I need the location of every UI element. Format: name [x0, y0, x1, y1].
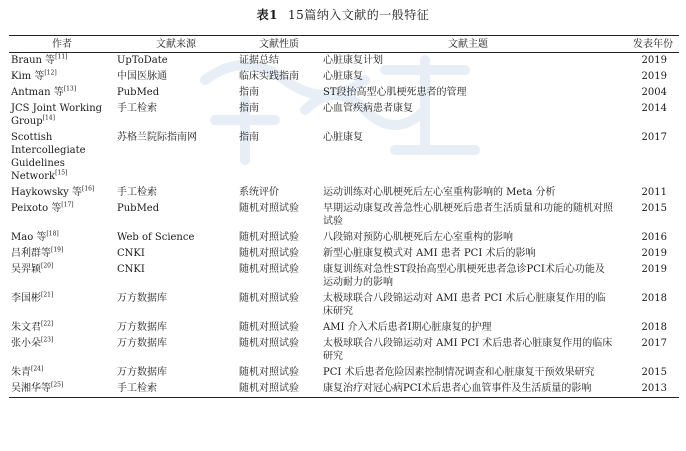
cell-topic-text: 康复治疗对冠心病PCI术后患者心血管事件及生活质量的影响 [323, 383, 592, 394]
cell-year-text: 2016 [641, 232, 667, 243]
cell-topic-text: 心脏康复 [323, 132, 363, 143]
cell-nature [237, 53, 321, 70]
cell-topic-text: 新型心脏康复模式对 AMI 患者 PCI 术后的影响 [323, 248, 536, 259]
cell-topic-text: 早期运动康复改善急性心肌梗死后患者生活质量和功能的随机对照试验 [323, 203, 613, 227]
cell-nature-text: 随机对照试验 [239, 232, 299, 243]
cell-nature [237, 381, 321, 398]
cell-source [115, 201, 237, 230]
literature-table [9, 35, 679, 398]
cell-source [115, 130, 237, 185]
table-row [9, 262, 679, 291]
cell-topic-text: ST段抬高型心肌梗死患者的管理 [323, 87, 467, 98]
cell-topic-text: 康复训练对急性ST段抬高型心肌梗死患者急诊PCI术后心功能及运动耐力的影响 [323, 264, 605, 288]
cell-topic-text: AMI 介入术后患者Ⅰ期心脏康复的护理 [323, 322, 492, 333]
cell-source [115, 262, 237, 291]
cell-year-text: 2015 [641, 203, 667, 214]
cell-nature [237, 246, 321, 262]
table-row [9, 201, 679, 230]
cell-year [615, 291, 679, 320]
cell-topic [321, 201, 615, 230]
reference-marker: [13] [63, 85, 77, 93]
cell-author [9, 336, 115, 365]
reference-marker: [12] [44, 69, 57, 77]
cell-year-text: 2017 [641, 132, 667, 143]
cell-topic [321, 230, 615, 246]
table-row [9, 365, 679, 381]
cell-nature-text: 随机对照试验 [239, 338, 299, 349]
cell-nature-text: 系统评价 [239, 187, 279, 198]
cell-nature [237, 85, 321, 101]
table-row [9, 381, 679, 398]
cell-source-text: CNKI [117, 264, 145, 275]
cell-year-text: 2013 [641, 383, 667, 394]
reference-marker: [16] [82, 185, 95, 193]
cell-topic [321, 85, 615, 101]
cell-nature-text: 随机对照试验 [239, 322, 299, 333]
table-row [9, 69, 679, 85]
cell-source-text: 苏格兰院际指南网 [117, 132, 197, 143]
cell-source-text: 万方数据库 [117, 293, 167, 304]
cell-topic-text: 运动训练对心肌梗死后左心室重构影响的 Meta 分析 [323, 187, 556, 198]
table-row [9, 230, 679, 246]
cell-source-text: 中国医脉通 [117, 71, 167, 82]
cell-nature [237, 262, 321, 291]
table-row [9, 101, 679, 130]
cell-source [115, 69, 237, 85]
cell-nature [237, 336, 321, 365]
cell-nature [237, 130, 321, 185]
cell-author-text: Braun 等 [11, 55, 56, 66]
cell-year-text: 2019 [641, 55, 667, 66]
cell-source-text: PubMed [117, 87, 160, 98]
cell-topic [321, 291, 615, 320]
reference-marker: [14] [42, 114, 55, 122]
cell-topic [321, 262, 615, 291]
cell-year-text: 2018 [641, 293, 667, 304]
cell-topic-text: 心脏康复计划 [323, 55, 383, 66]
reference-marker: [21] [41, 291, 54, 299]
cell-author-text: 朱青 [11, 367, 31, 378]
cell-source [115, 246, 237, 262]
cell-year [615, 381, 679, 398]
cell-author-text: 朱文君 [11, 322, 41, 333]
cell-nature [237, 185, 321, 201]
cell-source-text: 万方数据库 [117, 367, 167, 378]
cell-year [615, 53, 679, 70]
cell-topic-text: PCI 术后患者危险因素控制情况调查和心脏康复干预效果研究 [323, 367, 595, 378]
cell-year [615, 201, 679, 230]
header-topic: 文献主题 [321, 36, 615, 53]
cell-year [615, 262, 679, 291]
cell-nature-text: 随机对照试验 [239, 383, 299, 394]
cell-source [115, 53, 237, 70]
cell-nature-text: 指南 [239, 103, 259, 114]
cell-author [9, 185, 115, 201]
cell-year [615, 230, 679, 246]
table-row [9, 291, 679, 320]
cell-year-text: 2019 [641, 264, 667, 275]
cell-author [9, 365, 115, 381]
cell-nature [237, 320, 321, 336]
header-nature: 文献性质 [237, 36, 321, 53]
cell-year [615, 246, 679, 262]
cell-nature-text: 指南 [239, 132, 259, 143]
cell-topic [321, 365, 615, 381]
cell-year-text: 2011 [641, 187, 667, 198]
cell-source [115, 85, 237, 101]
table-row [9, 130, 679, 185]
cell-author [9, 381, 115, 398]
table-row [9, 246, 679, 262]
cell-source-text: CNKI [117, 248, 145, 259]
cell-topic [321, 185, 615, 201]
cell-topic [321, 320, 615, 336]
cell-source [115, 185, 237, 201]
cell-author-text: 吕利群等 [11, 248, 51, 259]
cell-author-text: Scottish Intercollegiate Guidelines Network [11, 132, 86, 182]
table-body [9, 53, 679, 398]
cell-topic [321, 336, 615, 365]
cell-nature [237, 291, 321, 320]
reference-marker: [23] [41, 336, 54, 344]
cell-author [9, 230, 115, 246]
header-year: 发表年份 [615, 36, 679, 53]
table-row [9, 320, 679, 336]
table-number: 表1 [256, 8, 279, 22]
cell-source [115, 230, 237, 246]
cell-author-text: Mao 等 [11, 232, 47, 243]
cell-topic [321, 101, 615, 130]
cell-source [115, 365, 237, 381]
cell-nature-text: 随机对照试验 [239, 248, 299, 259]
cell-source-text: 万方数据库 [117, 338, 167, 349]
reference-marker: [22] [41, 320, 54, 328]
cell-year [615, 185, 679, 201]
cell-nature-text: 随机对照试验 [239, 264, 299, 275]
reference-marker: [15] [55, 169, 68, 177]
cell-year-text: 2004 [641, 87, 667, 98]
cell-author-text: 李国彬 [11, 293, 41, 304]
cell-author [9, 320, 115, 336]
cell-author [9, 201, 115, 230]
cell-year [615, 69, 679, 85]
cell-nature [237, 365, 321, 381]
table-row [9, 185, 679, 201]
cell-author [9, 291, 115, 320]
table-row [9, 336, 679, 365]
table-row [9, 53, 679, 70]
cell-source-text: PubMed [117, 203, 160, 214]
cell-nature-text: 随机对照试验 [239, 367, 299, 378]
cell-nature [237, 201, 321, 230]
cell-author [9, 246, 115, 262]
cell-nature [237, 101, 321, 130]
cell-author-text: Antman 等 [11, 87, 64, 98]
cell-author [9, 101, 115, 130]
reference-marker: [17] [61, 201, 74, 209]
cell-author [9, 53, 115, 70]
cell-source-text: 手工检索 [117, 383, 157, 394]
cell-source-text: 手工检索 [117, 187, 157, 198]
reference-marker: [11] [55, 53, 68, 61]
cell-nature-text: 临床实践指南 [239, 71, 299, 82]
cell-author-text: 吴羿颖 [11, 264, 41, 275]
reference-marker: [24] [31, 365, 44, 373]
cell-year-text: 2017 [641, 338, 667, 349]
cell-year [615, 101, 679, 130]
cell-nature-text: 随机对照试验 [239, 203, 299, 214]
cell-author [9, 130, 115, 185]
cell-author [9, 85, 115, 101]
cell-source [115, 381, 237, 398]
cell-source [115, 336, 237, 365]
cell-year-text: 2018 [641, 322, 667, 333]
cell-source-text: 手工检索 [117, 103, 157, 114]
cell-author [9, 262, 115, 291]
cell-nature-text: 指南 [239, 87, 259, 98]
reference-marker: [20] [41, 262, 54, 270]
cell-year-text: 2015 [641, 367, 667, 378]
reference-marker: [18] [46, 230, 59, 238]
cell-author-text: Peixoto 等 [11, 203, 62, 214]
header-source: 文献来源 [115, 36, 237, 53]
cell-topic [321, 69, 615, 85]
cell-topic-text: 八段锦对预防心肌梗死后左心室重构的影响 [323, 232, 513, 243]
cell-topic-text: 太极球联合八段锦运动对 AMI 患者 PCI 术后心脏康复作用的临床研究 [323, 293, 606, 317]
reference-marker: [19] [51, 246, 64, 254]
cell-year [615, 85, 679, 101]
reference-marker: [25] [51, 381, 64, 389]
cell-source [115, 101, 237, 130]
cell-topic [321, 381, 615, 398]
cell-author-text: 张小朵 [11, 338, 41, 349]
table-caption [0, 6, 686, 23]
cell-nature [237, 230, 321, 246]
cell-topic-text: 心脏康复 [323, 71, 363, 82]
cell-nature-text: 证据总结 [239, 55, 279, 66]
cell-year [615, 365, 679, 381]
cell-source-text: UpToDate [117, 55, 168, 66]
cell-nature [237, 69, 321, 85]
table-header-row [9, 36, 679, 53]
table-row [9, 85, 679, 101]
cell-source-text: 万方数据库 [117, 322, 167, 333]
cell-author-text: JCS Joint Working Group [11, 103, 103, 127]
cell-year-text: 2019 [641, 71, 667, 82]
cell-source [115, 291, 237, 320]
cell-source [115, 320, 237, 336]
cell-topic [321, 53, 615, 70]
cell-author [9, 69, 115, 85]
cell-year [615, 320, 679, 336]
cell-topic-text: 心血管疾病患者康复 [323, 103, 413, 114]
cell-year [615, 130, 679, 185]
cell-year-text: 2014 [641, 103, 667, 114]
table-title: 15篇纳入文献的一般特征 [288, 8, 430, 22]
cell-source-text: Web of Science [117, 232, 195, 243]
cell-topic-text: 太极球联合八段锦运动对 AMI PCI 术后患者心脏康复作用的临床研究 [323, 338, 613, 362]
header-author: 作者 [9, 36, 115, 53]
cell-nature-text: 随机对照试验 [239, 293, 299, 304]
cell-year [615, 336, 679, 365]
cell-author-text: 吴湘华等 [11, 383, 51, 394]
cell-author-text: Haykowsky 等 [11, 187, 82, 198]
cell-topic [321, 130, 615, 185]
cell-author-text: Kim 等 [11, 71, 45, 82]
cell-topic [321, 246, 615, 262]
cell-year-text: 2019 [641, 248, 667, 259]
